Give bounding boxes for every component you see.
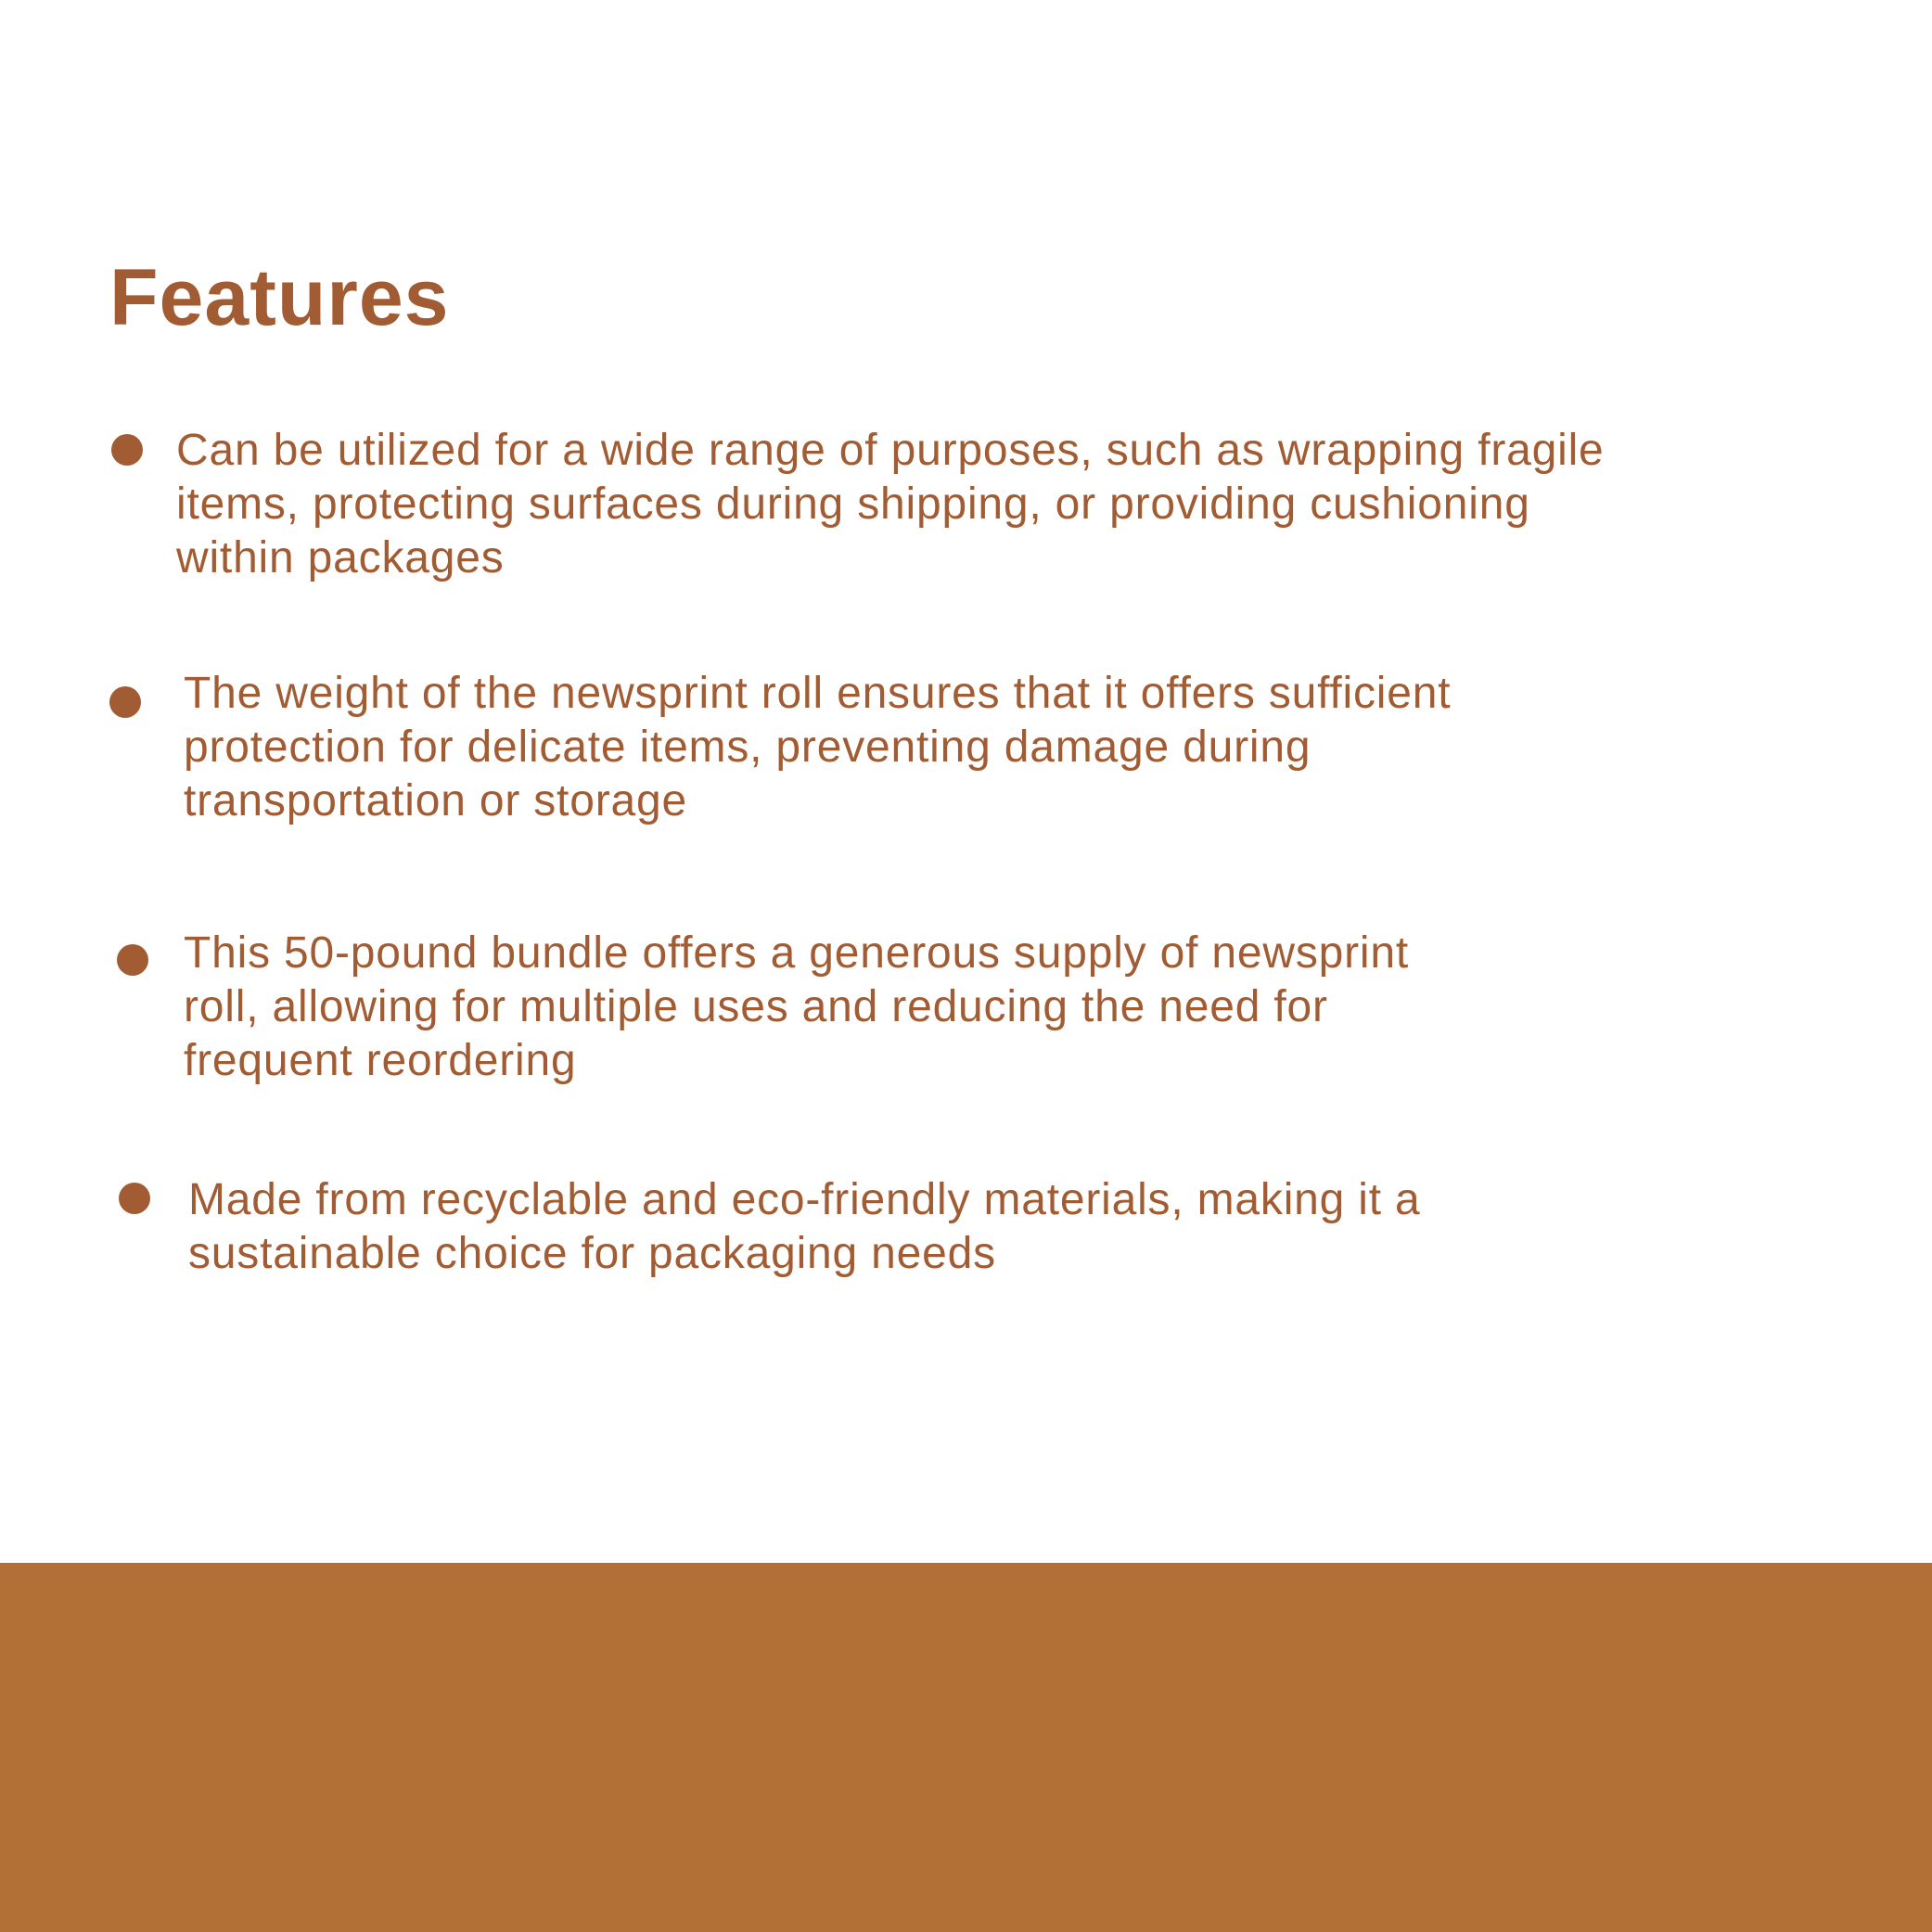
feature-text — [176, 424, 1932, 585]
feature-text — [188, 1173, 1932, 1281]
feature-item — [0, 424, 1932, 585]
bullet-dot-icon — [117, 944, 148, 976]
feature-text — [184, 927, 1932, 1088]
feature-line: within packages — [176, 533, 505, 582]
feature-line: items, protecting surfaces during shipping, or providing cushioning — [176, 480, 1530, 529]
feature-item — [0, 927, 1932, 1088]
bullet-dot-icon — [109, 686, 141, 718]
page-title: Features — [109, 253, 450, 342]
feature-line: Made from recyclable and eco-friendly materials, making it a — [188, 1175, 1421, 1224]
bullet-dot-icon — [111, 434, 143, 466]
feature-text — [184, 667, 1932, 828]
bottom-accent-band — [0, 1563, 1932, 1932]
feature-line: This 50-pound bundle offers a generous supply of newsprint — [184, 928, 1410, 978]
feature-line: transportation or storage — [184, 776, 687, 825]
bullet-dot-icon — [119, 1183, 150, 1214]
feature-line: The weight of the newsprint roll ensures that it offers sufficient — [184, 669, 1452, 718]
feature-item — [0, 1173, 1932, 1281]
feature-line: Can be utilized for a wide range of purposes, such as wrapping fragile — [176, 426, 1605, 475]
feature-line: sustainable choice for packaging needs — [188, 1229, 996, 1278]
feature-line: protection for delicate items, preventing damage during — [184, 723, 1311, 772]
feature-item — [0, 667, 1932, 828]
feature-line: roll, allowing for multiple uses and reducing the need for — [184, 982, 1328, 1031]
feature-line: frequent reordering — [184, 1036, 577, 1085]
